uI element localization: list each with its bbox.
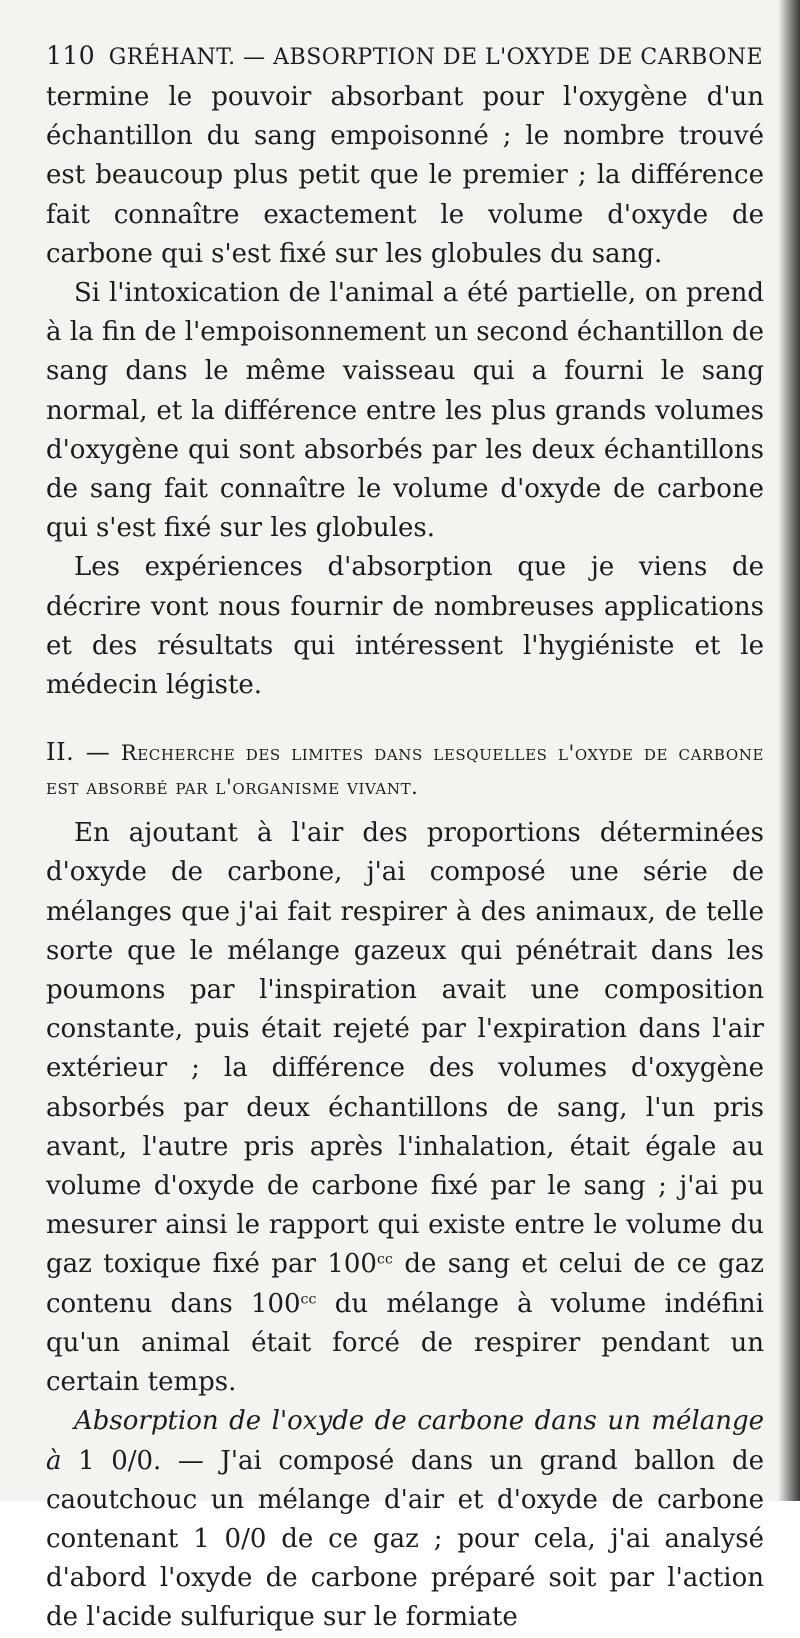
page-edge-shadow <box>778 0 800 1501</box>
section-heading <box>46 735 764 804</box>
unit-superscript-1: cc <box>376 1251 393 1268</box>
page-number: 110 <box>46 41 96 70</box>
paragraph-4 <box>46 814 764 1402</box>
paragraph-5 <box>46 1402 764 1637</box>
paragraph-2: Si l'intoxication de l'animal a été partielle, on prend à la fin de l'empoisonnement un second échantillon de sang dans le même vaisseau qui a fourni le sang normal, et la différence entre les plus grands volumes d'oxygène qui sont absorbés par les deux échantillons de sang fait connaître le volume d'oxyde de carbone qui s'est fixé sur les globules. <box>46 278 764 544</box>
section-number: II. — <box>46 738 111 767</box>
page-content <box>46 36 764 1638</box>
paragraph-5-text: 1 0/0. — J'ai composé dans un grand ballon de caoutchouc un mélange d'air et d'oxyde de carbone contenant 1 0/0 de ce gaz ; pour cela, j'ai analysé d'abord l'oxyde de carbone préparé soit par l'action de l'acide sulfurique sur le formiate <box>46 1445 764 1633</box>
paragraph-4-part-1: En ajoutant à l'air des proportions déterminées d'oxyde de carbone, j'ai composé une série de mélanges que j'ai fait respirer à des animaux, de telle sorte que le mélange gazeux qui pénétrait dans les poumons par l'inspiration avait une composition constante, puis était rejeté par l'expiration dans l'air extérieur ; la différence des volumes d'oxygène absorbés par deux échantillons de sang, l'un pris avant, l'autre pris après l'inhalation, était égale au volume d'oxyde de carbone fixé par le sang ; j'ai pu mesurer ainsi le rapport qui existe entre le volume du gaz toxique fixé par 100 <box>46 818 764 1280</box>
section-title: Recherche des limites dans lesquelles l'oxyde de carbone est absorbé par l'organisme vivant. <box>46 741 764 800</box>
paragraph-4-part-3: du mélange à volume indéfini qu'un animal était forcé de respirer pendant un certain temps. <box>46 1288 764 1398</box>
paragraph-4-part-2: de sang et celui de ce gaz contenu dans 100 <box>46 1249 764 1319</box>
running-title: GRÉHANT. — ABSORPTION DE L'OXYDE DE CARBONE <box>108 45 764 70</box>
paragraph-3: Les expériences d'absorption que je viens de décrire vont nous fournir de nombreuses applications et des résultats qui intéressent l'hygiéniste et le médecin légiste. <box>46 552 764 701</box>
subsection-title-italic: Absorption de l'oxyde de carbone dans un mélange à <box>46 1406 764 1476</box>
unit-superscript-2: cc <box>300 1291 317 1308</box>
running-header <box>46 36 764 78</box>
paragraph-1: termine le pouvoir absorbant pour l'oxygène d'un échantillon du sang empoisonné ; le nombre trouvé est beaucoup plus petit que le premier ; la différence fait connaître exactement le volume d'oxyde de carbone qui s'est fixé sur les globules du sang. <box>46 82 764 269</box>
